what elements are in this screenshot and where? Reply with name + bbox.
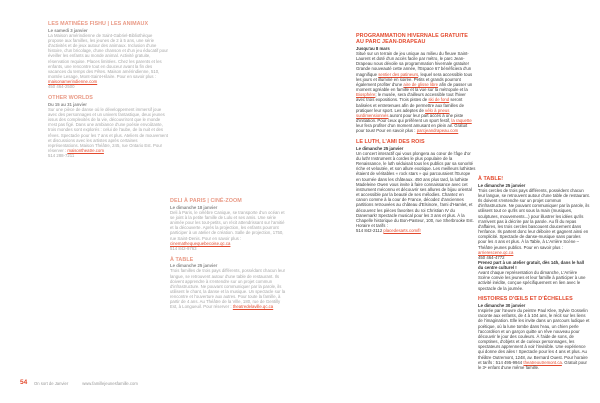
- event-link[interactable]: aire de glisse libre: [403, 81, 439, 87]
- event-link[interactable]: theatredelaville.qc.ca: [232, 304, 274, 310]
- event-description: Trois familles de trois pays différents, possédant chacun leur langue, se retrouvent autour d'une table de restaurant. Ils doivent apprendre à s'entendre sur un projet commun d'infrastructure. Ne pouvant communiquer par la parole, ils utilisent le chant, la danse et la musique. Un spectacle sur la rencontre et l'ouverture aux autres. Pour toute la famille, à partir de 4 ans. Au Théâtre de la Ville, 180, rue de Gentilly Est, à Longueuil. Pour réserver : theatredelaville.qc.ca: [170, 268, 286, 310]
- event-link[interactable]: cinemathequequebecoise.qc.ca: [170, 240, 231, 246]
- event-link[interactable]: placedesarts.com/fr: [383, 228, 421, 234]
- event-link[interactable]: la raquette: [451, 118, 472, 124]
- event-description: Inspirée par l'œuvre du peintre Paul Klee, Sylvie Gosselin raconte aux enfants, de 4 à 104 ans, le récit sur les liens de l'imagination. Elle les invite dans un parcours ludique et poétique, où la lune tombe dans l'eau, un chien perle l'accordéon et un garçon quitte un rêve nouveau pour découvrir le jour des couleurs. À l'aide de sons, de comptines, d'objets et de curieux personnages, les spectateurs apprennent à voir l'invisible. Une expérience qui donne des ailes ! Spectacle pour les 4 ans et plus. Au théâtre Outremont, 1248, av. Bernard Ouest. Pour horaire et tarifs : 514 495-9944 theatreoutremont.ca. Gratuit pour le 3ᵉ enfant d'une même famille.: [478, 308, 590, 370]
- event-title: DELI À PARIS | CINÉ-ZOOM: [170, 198, 242, 204]
- event-date: Le dimanche 25 janvier: [170, 263, 218, 269]
- page-number: 54: [20, 379, 28, 386]
- event-link[interactable]: sentier des patineurs: [378, 71, 419, 77]
- event-description: La Maison amérindienne de Saint-Gabriel-Bibliothèque propose aux familles, les jeunes de 2 à 5 ans, une série d'activités et de jeux autour des animaux. Inclusion d'une histoire, d'un bricolage, d'une chanson et d'un jeu éducatif pour éveiller les enfants au monde animal. Activité gratuite, réservation requise. Places limitées. Chez les parents et les enfants, une rencontre tout en douceur avant la fin des vacances du temps des Fêtes. Maison amérindienne, 510, montée Lesage, Mont-Saint-Hilaire. Pour en savoir plus : maisonamerindienne.com 450 464-2500: [48, 32, 168, 90]
- column-4: [478, 176, 590, 370]
- footer-url: www.famillejeunesfamille.com: [82, 380, 138, 386]
- event-date: Le dimanche 25 janvier: [478, 182, 526, 188]
- page-footer: [20, 379, 320, 389]
- column-3: [356, 33, 476, 233]
- event-description: Situé sur un terrain de jeu unique au milieu du fleuve Saint-Laurent et doté d'un accès facile par métro, le parc Jean-Drapeau nous dévoile sa programmation hivernale gratuite! Grande nouveauté cette année, l'Espace 67 bénéficiera d'un magnifique sentier des patineurs, lequel sera accessible tous les jours et illuminé en soirée. Petits et grands pourront également profiter d'une aire de glisse libre afin de passer un moment agréable en famille et la vue sur la métropole et la Biosphère; le musée, sera d'ailleurs accessible tout l'hiver avec trois expositions. Trois pistes de ski de fond seront balisées et entretenues afin de permettre aux familles de pratiquer leur sport. Les adeptes de vélo à pneus surdimensionnés auront pour leur part accès à une piste d'initiation. Pour ceux qui préfèrent un sport festif, la raquette leur fera profiter d'un moment amusant en plein air. Gratuit pour tous! Pour en savoir plus : parcjeandrapeau.com: [356, 51, 473, 134]
- event-title: À TABLE!: [478, 176, 504, 182]
- footer-section: On sort de Janvier: [34, 380, 69, 386]
- event-description: Deli à Paris, le célèbre Canique, se transporte d'un océan et se joint à la petite famille de Lulu et ses amis. Une série animée pour les tout-petits, un récit attendrissant sur l'amitié et la découverte. Après la projection, les enfants pourront participer à un atelier de création. Salle de projection, 1750, rue Saint-Denis. Pour en savoir plus : cinemathequequebecoise.qc.ca 514 842-9763: [170, 209, 285, 251]
- event-date: Le samedi 3 janvier: [48, 27, 88, 33]
- event-date: Du 15 au 31 janvier: [48, 101, 87, 107]
- event-link[interactable]: Biosphère: [356, 92, 376, 98]
- event-highlight: Prenez part à un atelier gratuit, dès 14h, dans le hall du centre culturel !: [478, 259, 585, 271]
- event-link[interactable]: arrierescene.qc.ca: [478, 249, 514, 255]
- event-link[interactable]: theatreoutremont.ca: [523, 359, 562, 365]
- event-title: OTHER WORLDS: [48, 95, 93, 102]
- event-title: HISTOIRES D'ŒILS ET D'ÉCHELLES: [478, 296, 573, 303]
- event-description: Trois cercles de trois pays différents, possèdent chacun leur langue, se retrouvent autour d'une table de restaurant. Ils doivent s'entendre sur un projet commun d'infrastructure. Ne pouvant communiquer par la parole, ils utilisent tout ce qu'ils ont sous la main (musiques, sculptures, mouvements...) pour illustrer les idées qu'ils n'arrivent pas à décrire par la parole. Au fil du repas d'affaires, les trois cercles bascouent doucement dans l'enfance. Ils partent donc leur déboire et gagnent ainsi en complicité. Spectacle de danse-musique sans paroles pour les 4 ans et plus. À la Table, à L'Arrière Scène – Théâtre jeunes publics. Pour en savoir plus : arrierescene.qc.ca 450 464-4772: [478, 187, 590, 260]
- event-description: Avant chaque représentation du dimanche, L'Arrière Scène convie les jeunes et leur famille à participer à une activité inédite, conçue spécifiquement en lien avec le spectacle de la journée.: [478, 270, 586, 291]
- event-link[interactable]: maisontheatre.com: [67, 148, 104, 154]
- event-link[interactable]: vélo à pneus surdimensionnés: [356, 107, 450, 118]
- event-title: LE LUTH, L'AMI DES ROIS: [356, 139, 425, 145]
- event-date: Le dimanche 18 janvier: [170, 204, 218, 210]
- event-date: Le dimanche 25 janvier: [356, 145, 404, 151]
- event-link[interactable]: maisonamerindienne.com: [48, 79, 98, 85]
- event-link[interactable]: ski de fond: [428, 97, 450, 103]
- event-description: Un concert interactif qui vous plongera au cœur de l'âge d'or du luth! Instrument à cordes le plus populaire de la Renaissance, le luth séduisait tous les publics par sa sonorité riche et veloutée, et son allure exotique. Les meilleurs luthistes étaient de véritables « rock stars » qui parcouraient l'Europe en tournée dans les châteaux. 450 ans plus tard, la luthiste Madeleine Owen vous invite à faire connaissance avec cet instrument méconnu et découvrir ses allures de bijou oriental et accessible par la beauté de ses mélodies. Chantez en canon comme à la cour de France, décodez d'anciennes partitions retrouvées au château d'Elsinore, l'ami d'Hamlet, et découvrez les pièces favorites du roi Christian IV du Danemark! Spectacle musical pour les 3 ans et plus. À la Chapelle historique du Bon-Pasteur, 100, rue Sherbrooke Est. Horaire et tarifs : 514 842-2112 placedesarts.com/fr: [356, 150, 476, 234]
- event-date: Le dimanche 30 janvier: [478, 303, 526, 308]
- column-1: [48, 21, 168, 158]
- column-2: [170, 198, 286, 310]
- event-description: Sur une pièce de danse où le développement immersif joue avec des personnages et un univers fantastique, deux jeunes issus des complexités de la vie, découvriront que le monde n'est pas figé. Dans une ambiance d'une poésie envoûtante, trois mondes sont explorés : celui de l'aube, de la nuit et des rêves. Spectacle pour les 7 ans et plus. Ateliers de mouvement et discussions avec les artistes après certaines représentations. Maison Théâtre, 245, rue Ontario Est. Pour réserver : maisontheatre.com 514 288-7211: [48, 106, 168, 159]
- event-title: LES MATINÉES FISHU | LES ANIMAUX: [48, 21, 149, 27]
- event-link[interactable]: parcjeandrapeau.com: [416, 128, 459, 134]
- event-title: À TABLE: [170, 256, 194, 263]
- event-date: Jusqu'au 8 mars: [356, 45, 390, 51]
- event-title: PROGRAMMATION HIVERNALE GRATUITE AU PARC JEAN-DRAPEAU: [356, 33, 468, 46]
